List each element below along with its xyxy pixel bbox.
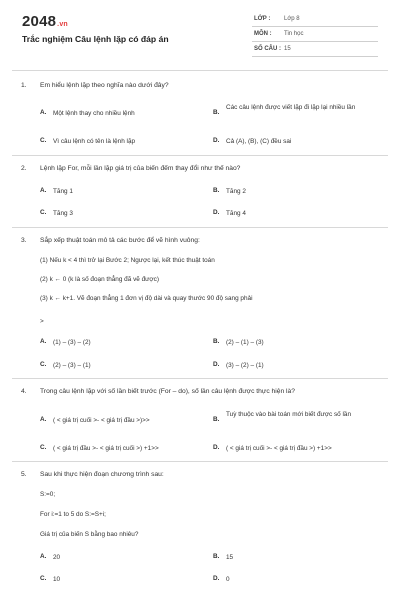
option-text: Tăng 1 — [53, 188, 73, 195]
option-letter: A. — [40, 187, 47, 194]
option-letter: D. — [213, 361, 220, 368]
option-letter: C. — [40, 575, 47, 582]
option-text: Tăng 3 — [53, 210, 73, 217]
question-text: Em hiểu lệnh lặp theo nghĩa nào dưới đây? — [40, 82, 169, 89]
logo-text: 2048 — [22, 13, 57, 30]
meta-value: Tin học — [284, 31, 304, 37]
logo-suffix: .vn — [57, 21, 68, 28]
option-text: Tuỳ thuộc vào bài toán mới biết được số lần — [226, 411, 352, 418]
option-letter: A. — [40, 553, 47, 560]
divider — [12, 461, 388, 462]
option-letter: B. — [213, 416, 220, 423]
option-letter: A. — [40, 109, 47, 116]
question-number: 2. — [21, 165, 27, 172]
question-line: (3) k ← k+1. Vẽ đoạn thẳng 1 đơn vị độ dài và quay thước 90 độ sang phải — [40, 295, 253, 302]
question-number: 4. — [21, 388, 27, 395]
option-letter: C. — [40, 209, 47, 216]
site-logo — [22, 13, 68, 30]
question-text: Sắp xếp thuật toán mô tả các bước để vẽ hình vuông: — [40, 237, 200, 244]
question-line: > — [40, 318, 44, 325]
question-text: Trong câu lệnh lặp với số lần biết trước (For – do), số lần câu lệnh được thực hiện là? — [40, 388, 295, 395]
option-text: 15 — [226, 554, 234, 561]
question-line: (2) k ← 0 (k là số đoạn thẳng đã vẽ được) — [40, 276, 159, 283]
meta-label: LỚP : — [254, 16, 271, 22]
option-letter: C. — [40, 137, 47, 144]
option-letter: B. — [213, 187, 220, 194]
option-text: Một lệnh thay cho nhiều lệnh — [53, 110, 135, 117]
meta-value: Lớp 8 — [284, 16, 300, 22]
option-text: 20 — [53, 554, 61, 561]
question-number: 3. — [21, 237, 27, 244]
option-text: (3) – (2) – (1) — [226, 362, 264, 369]
divider — [12, 227, 388, 228]
option-text: Tăng 2 — [226, 188, 246, 195]
option-letter: B. — [213, 553, 220, 560]
question-text: Sau khi thực hiện đoạn chương trình sau: — [40, 471, 164, 478]
meta-label: MÔN : — [254, 31, 272, 37]
option-text: ( < giá trị cuối >- < giá trị đầu >)>> — [53, 417, 150, 424]
option-text: ( < giá trị cuối >- < giá trị đầu >) +1>> — [226, 445, 332, 452]
option-text: (2) – (1) – (3) — [226, 339, 264, 346]
option-letter: B. — [213, 109, 220, 116]
question-number: 1. — [21, 82, 27, 89]
option-text: 10 — [53, 576, 61, 583]
option-text: Tăng 4 — [226, 210, 246, 217]
option-text: (2) – (3) – (1) — [53, 362, 91, 369]
meta-row-class — [252, 14, 378, 27]
option-text: 0 — [226, 576, 230, 583]
question-line: (1) Nếu k < 4 thì trở lại Bước 2; Ngược lại, kết thúc thuật toán — [40, 257, 215, 264]
option-letter: C. — [40, 444, 47, 451]
option-text: Các câu lệnh được viết lặp đi lặp lại nhiều lần — [226, 104, 356, 111]
meta-row-subject — [252, 29, 378, 42]
divider — [12, 70, 388, 71]
option-text: ( < giá trị đầu >- < giá trị cuối >) +1>> — [53, 445, 159, 452]
option-letter: A. — [40, 416, 47, 423]
option-letter: B. — [213, 338, 220, 345]
page-title: Trắc nghiệm Câu lệnh lặp có đáp án — [22, 34, 169, 44]
meta-value: 15 — [284, 46, 291, 52]
divider — [12, 378, 388, 379]
option-letter: D. — [213, 209, 220, 216]
option-letter: D. — [213, 444, 220, 451]
option-text: (1) – (3) – (2) — [53, 339, 91, 346]
code-line: S:=0; — [40, 491, 56, 498]
option-letter: D. — [213, 575, 220, 582]
option-text: Vì câu lệnh có tên là lệnh lặp — [53, 138, 136, 145]
option-letter: D. — [213, 137, 220, 144]
question-text: Lệnh lặp For, mỗi lần lặp giá trị của biến đếm thay đổi như thế nào? — [40, 165, 241, 172]
meta-row-count — [252, 44, 378, 57]
code-line: For i:=1 to 5 do S:=S+i; — [40, 511, 106, 518]
option-letter: A. — [40, 338, 47, 345]
question-line: Giá trị của biến S bằng bao nhiêu? — [40, 531, 139, 538]
option-letter: C. — [40, 361, 47, 368]
option-text: Cả (A), (B), (C) đều sai — [226, 138, 292, 145]
divider — [12, 155, 388, 156]
meta-label: SỐ CÂU : — [254, 46, 281, 52]
question-number: 5. — [21, 471, 27, 478]
